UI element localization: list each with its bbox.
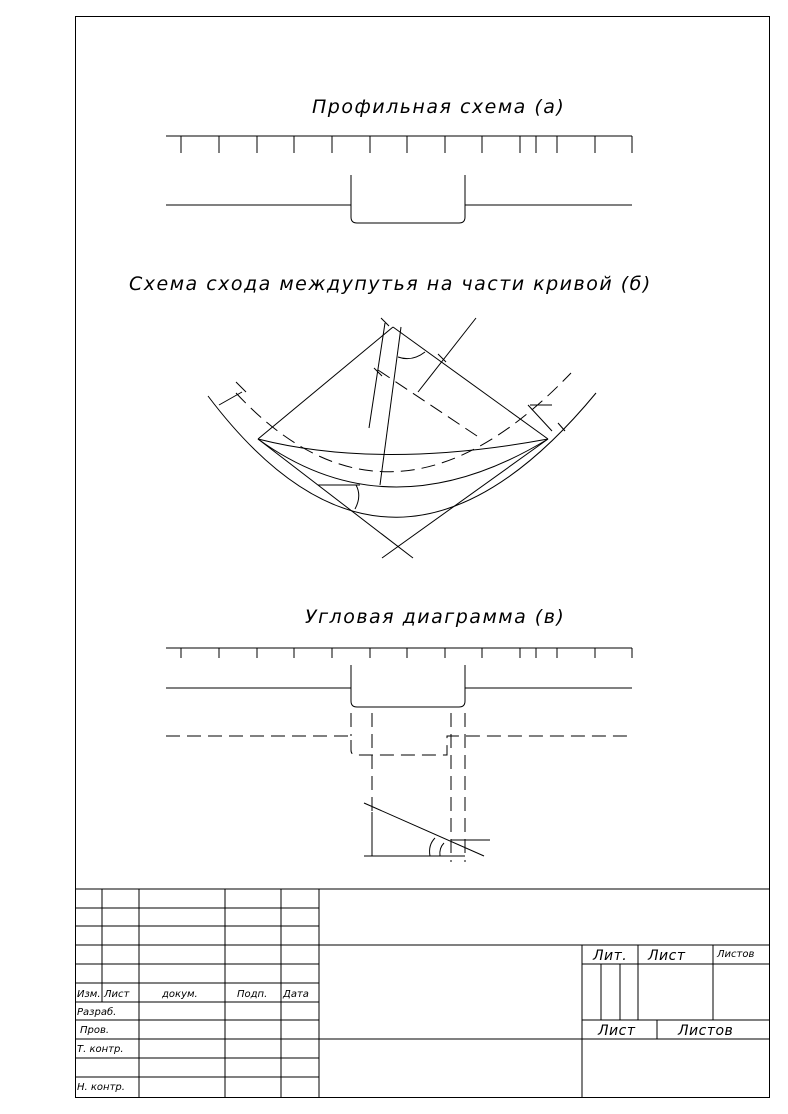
label-prov: Пров. — [80, 1025, 110, 1036]
angle-dashed-track — [166, 736, 632, 755]
label-lit: Лит. — [593, 948, 628, 964]
label-razrab: Разраб. — [77, 1007, 117, 1018]
label-listov-right: Листов — [717, 949, 755, 960]
lower-right-line — [382, 439, 548, 558]
profile-track-line — [166, 175, 632, 223]
lower-left-line — [258, 439, 413, 558]
angle-hypotenuse — [364, 803, 484, 856]
label-t-kontr: Т. контр. — [77, 1044, 124, 1055]
sheet-frame — [76, 17, 770, 1098]
right-tangent — [393, 327, 548, 439]
profile-scheme — [166, 96, 632, 223]
label-list: Лист — [104, 989, 130, 1000]
apex-line-2 — [380, 327, 401, 485]
angle-diagram — [166, 606, 632, 862]
outer-track-arc — [208, 393, 596, 517]
label-podp: Подп. — [237, 989, 268, 1000]
bottom-angle-arc — [355, 485, 359, 509]
dashed-offset-line — [378, 370, 480, 438]
label-list-right: Лист — [648, 948, 686, 964]
apex-line-1 — [369, 323, 385, 428]
title-block — [75, 889, 769, 1097]
angle-arc-c — [430, 838, 435, 856]
curve-scheme — [129, 273, 652, 558]
title-profile-scheme: Профильная схема (а) — [312, 96, 566, 118]
label-list-bottom: Лист — [598, 1023, 636, 1039]
label-listov-bottom: Листов — [678, 1023, 734, 1039]
label-dokum: докум. — [162, 989, 198, 1000]
apex-angle-arc — [398, 352, 425, 359]
label-data: Дата — [283, 989, 309, 1000]
angle-ruler — [166, 648, 632, 658]
left-tangent — [258, 327, 393, 439]
label-izm: Изм. — [77, 989, 101, 1000]
angle-track-line — [166, 665, 632, 707]
title-curve-scheme: Схема схода междупутья на части кривой (б) — [129, 273, 652, 295]
profile-ruler — [166, 136, 632, 153]
title-angle-diagram: Угловая диаграмма (в) — [305, 606, 566, 628]
label-n-kontr: Н. контр. — [77, 1082, 125, 1093]
